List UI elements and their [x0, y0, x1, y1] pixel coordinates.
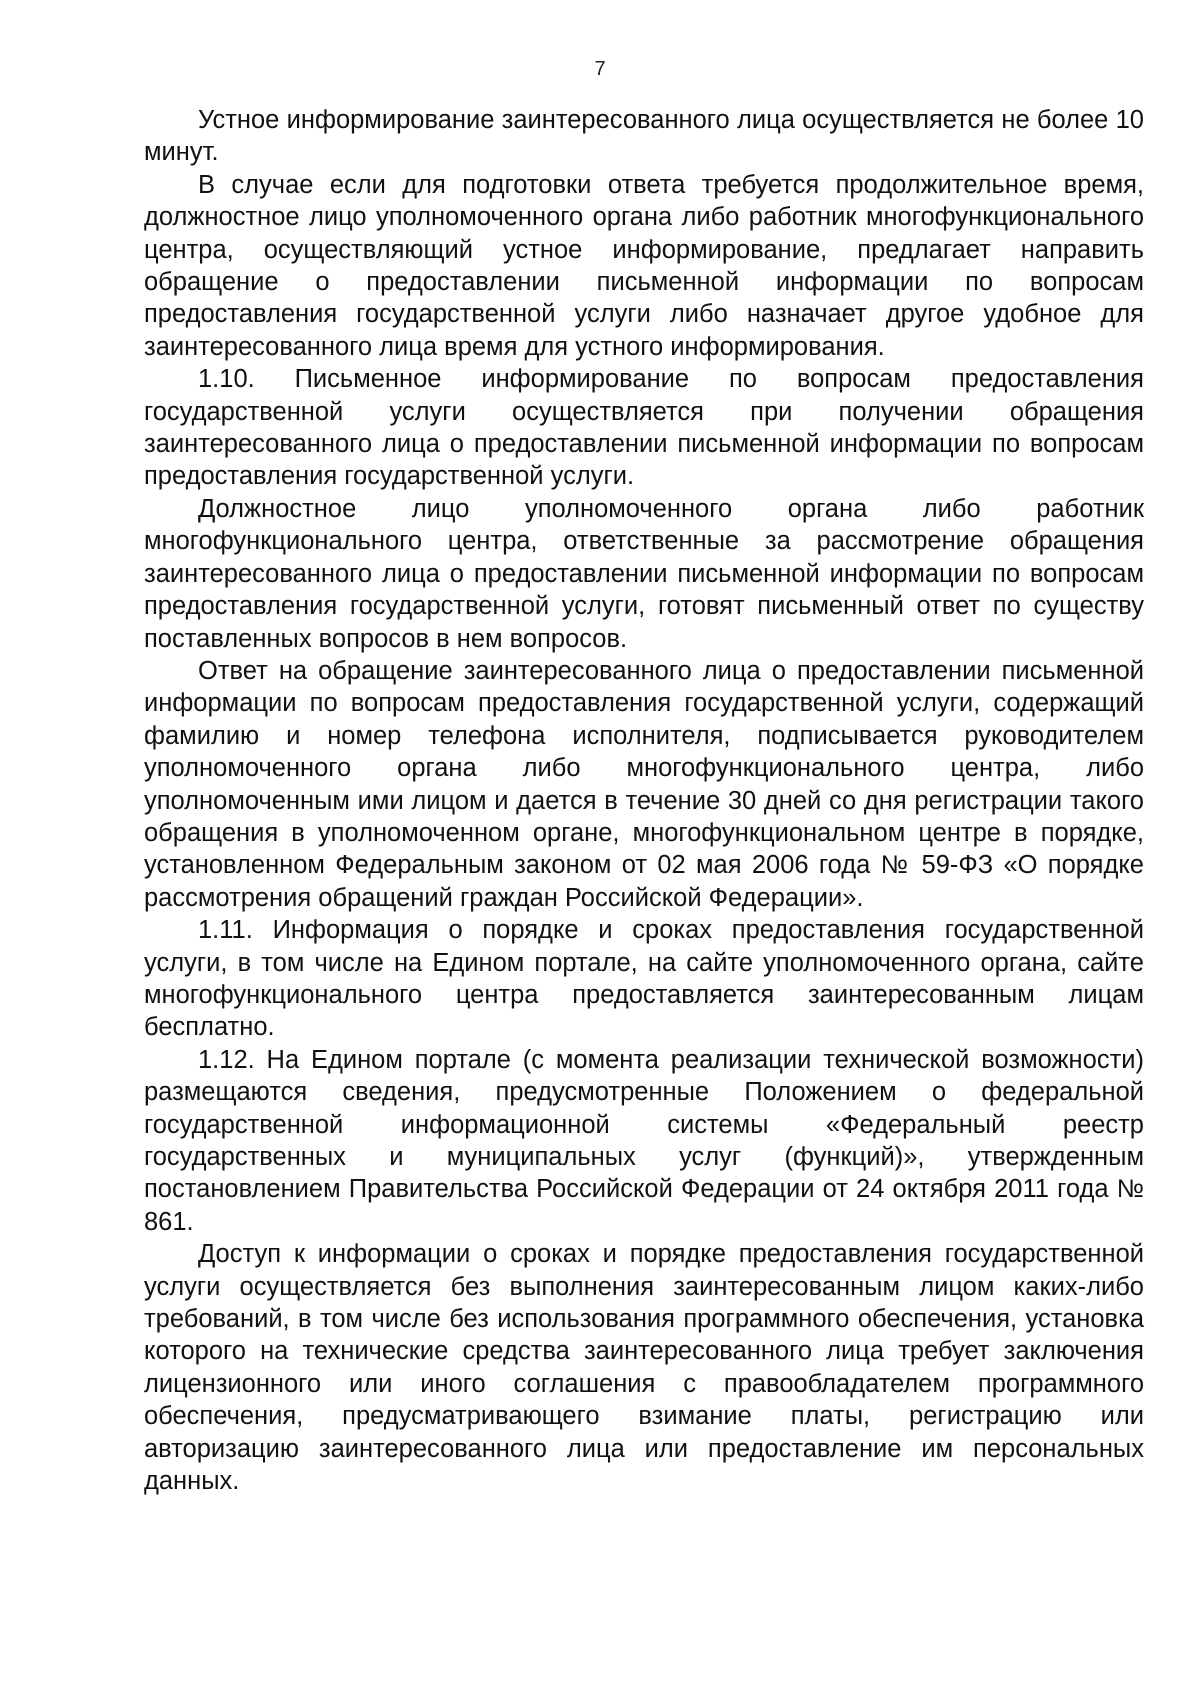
- paragraph-1-10-written-information: 1.10. Письменное информирование по вопросам предоставления государственной услуги осуществляется при получении обращения заинтересованного лица о предоставлении письменной информации по вопросам предоставления государственной услуги.: [144, 365, 1144, 491]
- paragraph-1-11-free-information: 1.11. Информация о порядке и сроках предоставления государственной услуги, в том числе на Едином портале, на сайте уполномоченного органа, сайте многофункционального центра предоставляется заинтересованным лицам бесплатно.: [144, 916, 1144, 1042]
- paragraph-answer-signing: Ответ на обращение заинтересованного лица о предоставлении письменной информации по вопросам предоставления государственной услуги, содержащий фамилию и номер телефона исполнителя, подписывается руководителем уполномоченного органа либо многофункционального центра, либо уполномоченным ими лицом и дается в течение 30 дней со дня регистрации такого обращения в уполномоченном органе, многофункциональном центре в порядке, установленном Федеральным законом от 02 мая 2006 года № 59-ФЗ «О порядке рассмотрения обращений граждан Российской Федерации».: [144, 656, 1144, 912]
- page-number: 7: [594, 58, 606, 80]
- document-body: [144, 104, 1144, 1497]
- paragraph-responsible-official: Должностное лицо уполномоченного органа либо работник многофункционального центра, ответственные за рассмотрение обращения заинтересованного лица о предоставлении письменной информации по вопросам предоставления государственной услуги, готовят письменный ответ по существу поставленных вопросов в нем вопросов.: [144, 494, 1144, 653]
- paragraph-extended-answer-time: В случае если для подготовки ответа требуется продолжительное время, должностное лицо уполномоченного органа либо работник многофункционального центра, осуществляющий устное информирование, предлагает направить обращение о предоставлении письменной информации по вопросам предоставления государственной услуги либо назначает другое удобное для заинтересованного лица время для устного информирования.: [144, 170, 1144, 361]
- paragraph-access-without-requirements: Доступ к информации о сроках и порядке предоставления государственной услуги осуществляется без выполнения заинтересованным лицом каких-либо требований, в том числе без использования программного обеспечения, установка которого на технические средства заинтересованного лица требует заключения лицензионного или иного соглашения с правообладателем программного обеспечения, предусматривающего взимание платы, регистрацию или авторизацию заинтересованного лица или предоставление им персональных данных.: [144, 1240, 1144, 1496]
- paragraph-1-12-unified-portal: 1.12. На Едином портале (с момента реализации технической возможности) размещаются сведения, предусмотренные Положением о федеральной государственной информационной системы «Федеральный реестр государственных и муниципальных услуг (функций)», утвержденным постановлением Правительства Российской Федерации от 24 октября 2011 года № 861.: [144, 1045, 1144, 1236]
- paragraph-oral-information-duration: Устное информирование заинтересованного лица осуществляется не более 10 минут.: [144, 106, 1144, 167]
